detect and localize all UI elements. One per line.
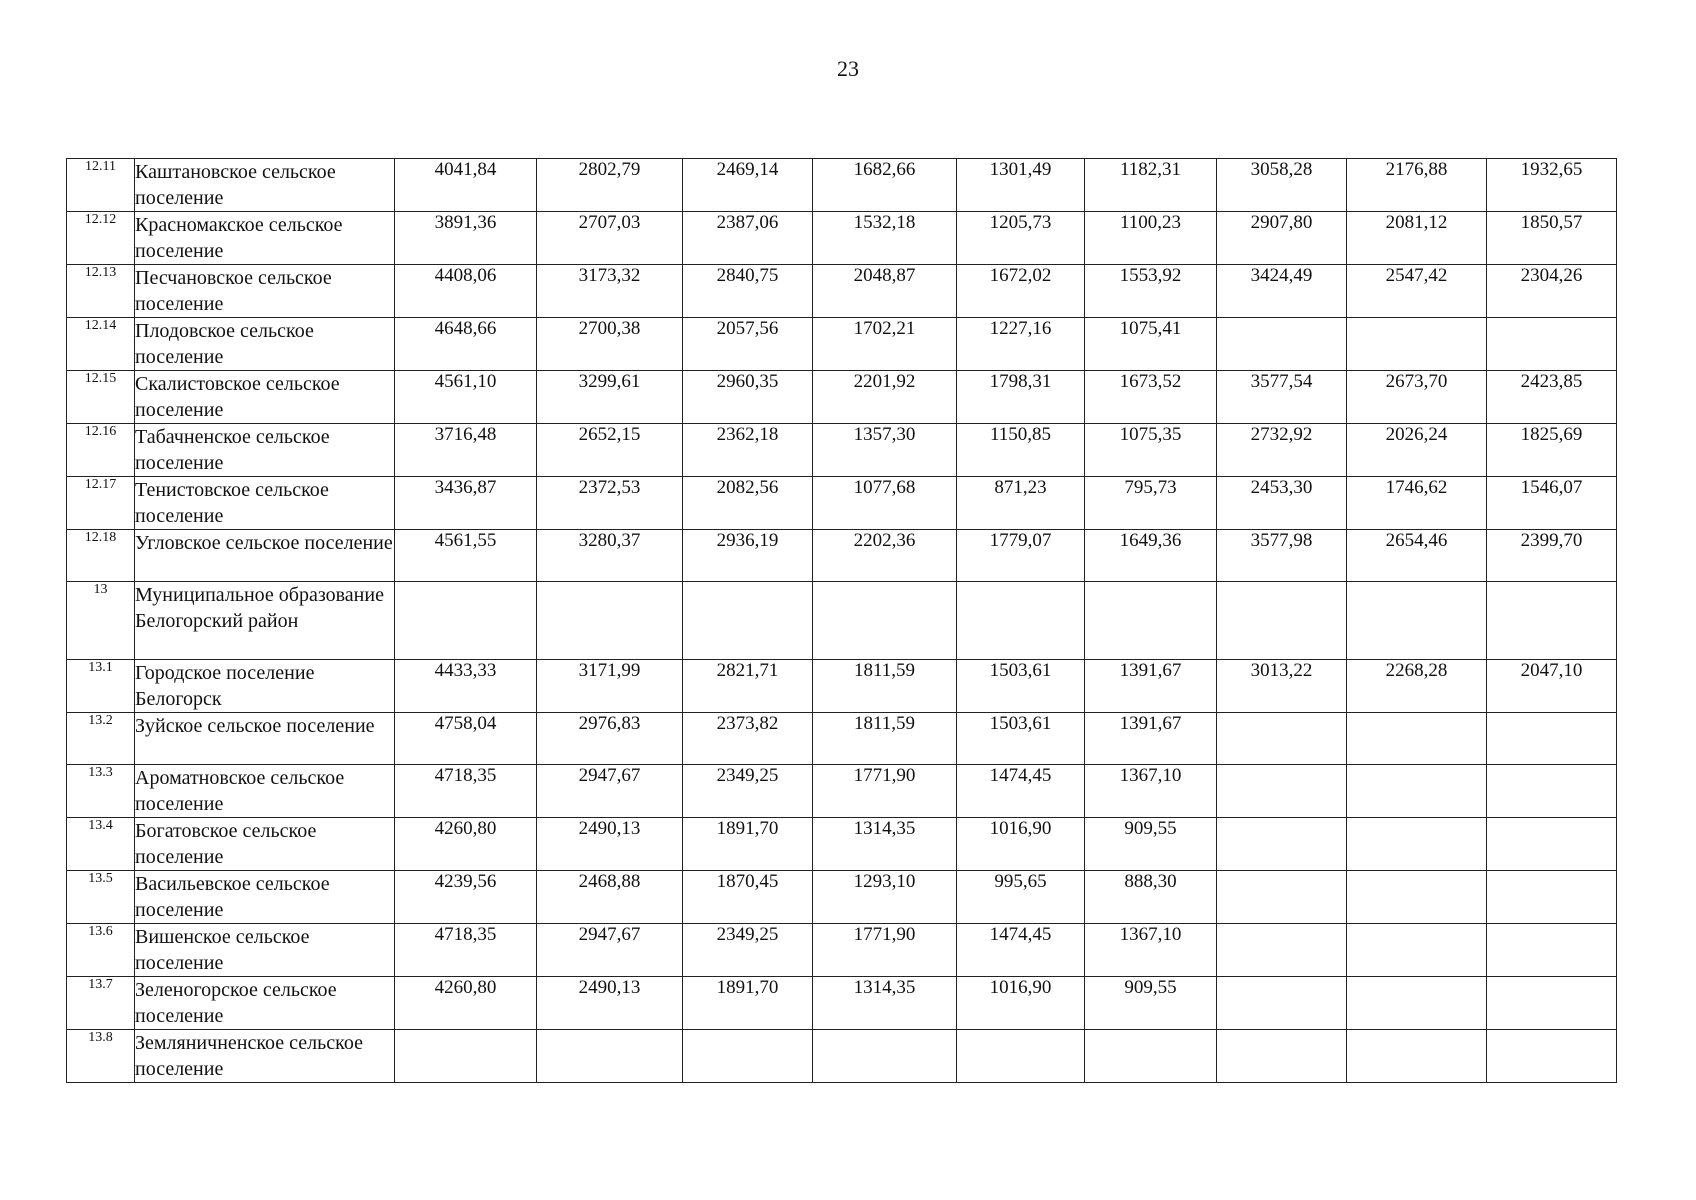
value-cell: 1227,16 [957,318,1085,371]
table-row [67,660,1617,713]
value-cell: 3577,54 [1217,371,1347,424]
value-cell: 3058,28 [1217,159,1347,212]
value-cell: 1293,10 [813,871,957,924]
value-cell: 2468,88 [537,871,683,924]
value-cell: 1746,62 [1347,477,1487,530]
value-cell: 3577,98 [1217,530,1347,582]
value-cell: 2201,92 [813,371,957,424]
value-cell [1217,582,1347,660]
value-cell [1347,765,1487,818]
table-row [67,159,1617,212]
value-cell: 2372,53 [537,477,683,530]
value-cell [1487,871,1617,924]
value-cell [1347,582,1487,660]
row-number: 12.13 [67,265,135,318]
value-cell: 3891,36 [395,212,537,265]
value-cell: 2802,79 [537,159,683,212]
value-cell: 1811,59 [813,660,957,713]
value-cell [1487,582,1617,660]
value-cell: 2047,10 [1487,660,1617,713]
value-cell: 1314,35 [813,977,957,1030]
table-row [67,765,1617,818]
value-cell: 1891,70 [683,977,813,1030]
value-cell [1347,1030,1487,1083]
value-cell: 4041,84 [395,159,537,212]
value-cell [1347,924,1487,977]
table-row [67,582,1617,660]
value-cell [1217,818,1347,871]
value-cell [395,1030,537,1083]
value-cell: 1503,61 [957,660,1085,713]
value-cell: 1673,52 [1085,371,1217,424]
settlement-name: Вишенское сельское поселение [135,924,395,977]
value-cell [813,582,957,660]
value-cell: 2547,42 [1347,265,1487,318]
settlement-name: Васильевское сельское поселение [135,871,395,924]
value-cell: 2947,67 [537,924,683,977]
value-cell: 1779,07 [957,530,1085,582]
row-number: 13.2 [67,713,135,765]
value-cell [1217,713,1347,765]
value-cell: 1357,30 [813,424,957,477]
table-row [67,371,1617,424]
value-cell: 4561,10 [395,371,537,424]
settlement-name: Земляничненское сельское поселение [135,1030,395,1083]
value-cell: 2453,30 [1217,477,1347,530]
table-row [67,713,1617,765]
table-row [67,530,1617,582]
value-cell: 2387,06 [683,212,813,265]
value-cell [1487,318,1617,371]
row-number: 12.18 [67,530,135,582]
value-cell: 4718,35 [395,765,537,818]
value-cell [683,582,813,660]
value-cell: 2840,75 [683,265,813,318]
value-cell: 2304,26 [1487,265,1617,318]
table-row [67,924,1617,977]
row-number: 13.6 [67,924,135,977]
value-cell: 1546,07 [1487,477,1617,530]
value-cell [1217,977,1347,1030]
value-cell: 1314,35 [813,818,957,871]
value-cell: 1649,36 [1085,530,1217,582]
value-cell: 2373,82 [683,713,813,765]
settlement-name: Скалистовское сельское поселение [135,371,395,424]
value-cell: 2960,35 [683,371,813,424]
value-cell: 2732,92 [1217,424,1347,477]
value-cell: 1702,21 [813,318,957,371]
value-cell: 1932,65 [1487,159,1617,212]
value-cell: 1474,45 [957,765,1085,818]
value-cell: 1682,66 [813,159,957,212]
row-number: 12.15 [67,371,135,424]
settlement-name: Тенистовское сельское поселение [135,477,395,530]
value-cell: 2976,83 [537,713,683,765]
value-cell: 909,55 [1085,818,1217,871]
settlement-name: Муниципальное образование Белогорский район [135,582,395,660]
value-cell: 2057,56 [683,318,813,371]
row-number: 12.16 [67,424,135,477]
value-cell: 995,65 [957,871,1085,924]
value-cell: 1850,57 [1487,212,1617,265]
value-cell: 4718,35 [395,924,537,977]
value-cell: 4433,33 [395,660,537,713]
page-number: 23 [837,56,859,81]
value-cell: 4648,66 [395,318,537,371]
value-cell: 1182,31 [1085,159,1217,212]
value-cell: 1016,90 [957,818,1085,871]
value-cell: 4260,80 [395,818,537,871]
value-cell [683,1030,813,1083]
value-cell: 2654,46 [1347,530,1487,582]
table-row [67,265,1617,318]
value-cell: 3424,49 [1217,265,1347,318]
value-cell: 909,55 [1085,977,1217,1030]
value-cell: 2469,14 [683,159,813,212]
table-row [67,871,1617,924]
value-cell: 2490,13 [537,977,683,1030]
table-row [67,1030,1617,1083]
settlement-name: Зуйское сельское поселение [135,713,395,765]
value-cell [1487,1030,1617,1083]
value-cell: 2349,25 [683,765,813,818]
value-cell [1085,582,1217,660]
value-cell [1487,977,1617,1030]
value-cell: 1811,59 [813,713,957,765]
value-cell: 2652,15 [537,424,683,477]
value-cell: 1870,45 [683,871,813,924]
value-cell [1487,818,1617,871]
value-cell [957,1030,1085,1083]
value-cell [1217,318,1347,371]
value-cell: 4758,04 [395,713,537,765]
value-cell: 2821,71 [683,660,813,713]
settlement-name: Красномакское сельское поселение [135,212,395,265]
value-cell: 2081,12 [1347,212,1487,265]
value-cell: 1075,35 [1085,424,1217,477]
value-cell: 1891,70 [683,818,813,871]
value-cell: 1532,18 [813,212,957,265]
value-cell [1085,1030,1217,1083]
value-cell [1217,765,1347,818]
value-cell: 2202,36 [813,530,957,582]
row-number: 13.7 [67,977,135,1030]
tariff-table [66,158,1617,1083]
table-row [67,424,1617,477]
value-cell: 2362,18 [683,424,813,477]
value-cell: 2947,67 [537,765,683,818]
value-cell: 2490,13 [537,818,683,871]
settlement-name: Песчановское сельское поселение [135,265,395,318]
row-number: 12.12 [67,212,135,265]
value-cell: 871,23 [957,477,1085,530]
value-cell [1487,765,1617,818]
value-cell [1347,713,1487,765]
value-cell: 2349,25 [683,924,813,977]
value-cell: 2707,03 [537,212,683,265]
value-cell [1487,924,1617,977]
value-cell [395,582,537,660]
value-cell: 3436,87 [395,477,537,530]
value-cell: 1301,49 [957,159,1085,212]
settlement-name: Зеленогорское сельское поселение [135,977,395,1030]
settlement-name: Ароматновское сельское поселение [135,765,395,818]
value-cell [537,1030,683,1083]
value-cell [1347,818,1487,871]
value-cell: 1367,10 [1085,924,1217,977]
value-cell: 1367,10 [1085,765,1217,818]
value-cell [1217,871,1347,924]
value-cell: 2423,85 [1487,371,1617,424]
table-body [67,159,1617,1083]
value-cell: 3716,48 [395,424,537,477]
value-cell: 3280,37 [537,530,683,582]
value-cell [1487,713,1617,765]
value-cell: 1474,45 [957,924,1085,977]
value-cell: 1798,31 [957,371,1085,424]
value-cell: 1077,68 [813,477,957,530]
row-number: 13.5 [67,871,135,924]
row-number: 13.3 [67,765,135,818]
value-cell [1347,871,1487,924]
settlement-name: Богатовское сельское поселение [135,818,395,871]
value-cell: 1771,90 [813,924,957,977]
value-cell: 1016,90 [957,977,1085,1030]
value-cell [957,582,1085,660]
table-row [67,318,1617,371]
settlement-name: Каштановское сельское поселение [135,159,395,212]
value-cell [1347,318,1487,371]
value-cell: 2907,80 [1217,212,1347,265]
settlement-name: Табачненское сельское поселение [135,424,395,477]
value-cell: 2700,38 [537,318,683,371]
row-number: 12.17 [67,477,135,530]
value-cell: 4239,56 [395,871,537,924]
value-cell: 1150,85 [957,424,1085,477]
value-cell: 4408,06 [395,265,537,318]
value-cell: 3299,61 [537,371,683,424]
value-cell: 1205,73 [957,212,1085,265]
value-cell [1347,977,1487,1030]
value-cell: 888,30 [1085,871,1217,924]
value-cell: 2268,28 [1347,660,1487,713]
table-row [67,818,1617,871]
value-cell: 2399,70 [1487,530,1617,582]
table-row [67,977,1617,1030]
value-cell: 2082,56 [683,477,813,530]
value-cell: 1075,41 [1085,318,1217,371]
table-row [67,212,1617,265]
value-cell: 2673,70 [1347,371,1487,424]
row-number: 13.8 [67,1030,135,1083]
value-cell: 2176,88 [1347,159,1487,212]
settlement-name: Плодовское сельское поселение [135,318,395,371]
value-cell [1217,924,1347,977]
value-cell: 1100,23 [1085,212,1217,265]
value-cell: 3173,32 [537,265,683,318]
value-cell [813,1030,957,1083]
row-number: 12.14 [67,318,135,371]
value-cell: 1391,67 [1085,660,1217,713]
value-cell: 3013,22 [1217,660,1347,713]
value-cell: 3171,99 [537,660,683,713]
value-cell: 4260,80 [395,977,537,1030]
value-cell [1217,1030,1347,1083]
settlement-name: Городское поселение Белогорск [135,660,395,713]
settlement-name: Угловское сельское поселение [135,530,395,582]
value-cell [537,582,683,660]
value-cell: 1553,92 [1085,265,1217,318]
value-cell: 2936,19 [683,530,813,582]
value-cell: 1771,90 [813,765,957,818]
value-cell: 1825,69 [1487,424,1617,477]
value-cell: 1672,02 [957,265,1085,318]
value-cell: 2048,87 [813,265,957,318]
row-number: 13.1 [67,660,135,713]
value-cell: 1503,61 [957,713,1085,765]
value-cell: 1391,67 [1085,713,1217,765]
row-number: 13 [67,582,135,660]
table-row [67,477,1617,530]
row-number: 13.4 [67,818,135,871]
value-cell: 4561,55 [395,530,537,582]
value-cell: 795,73 [1085,477,1217,530]
value-cell: 2026,24 [1347,424,1487,477]
row-number: 12.11 [67,159,135,212]
